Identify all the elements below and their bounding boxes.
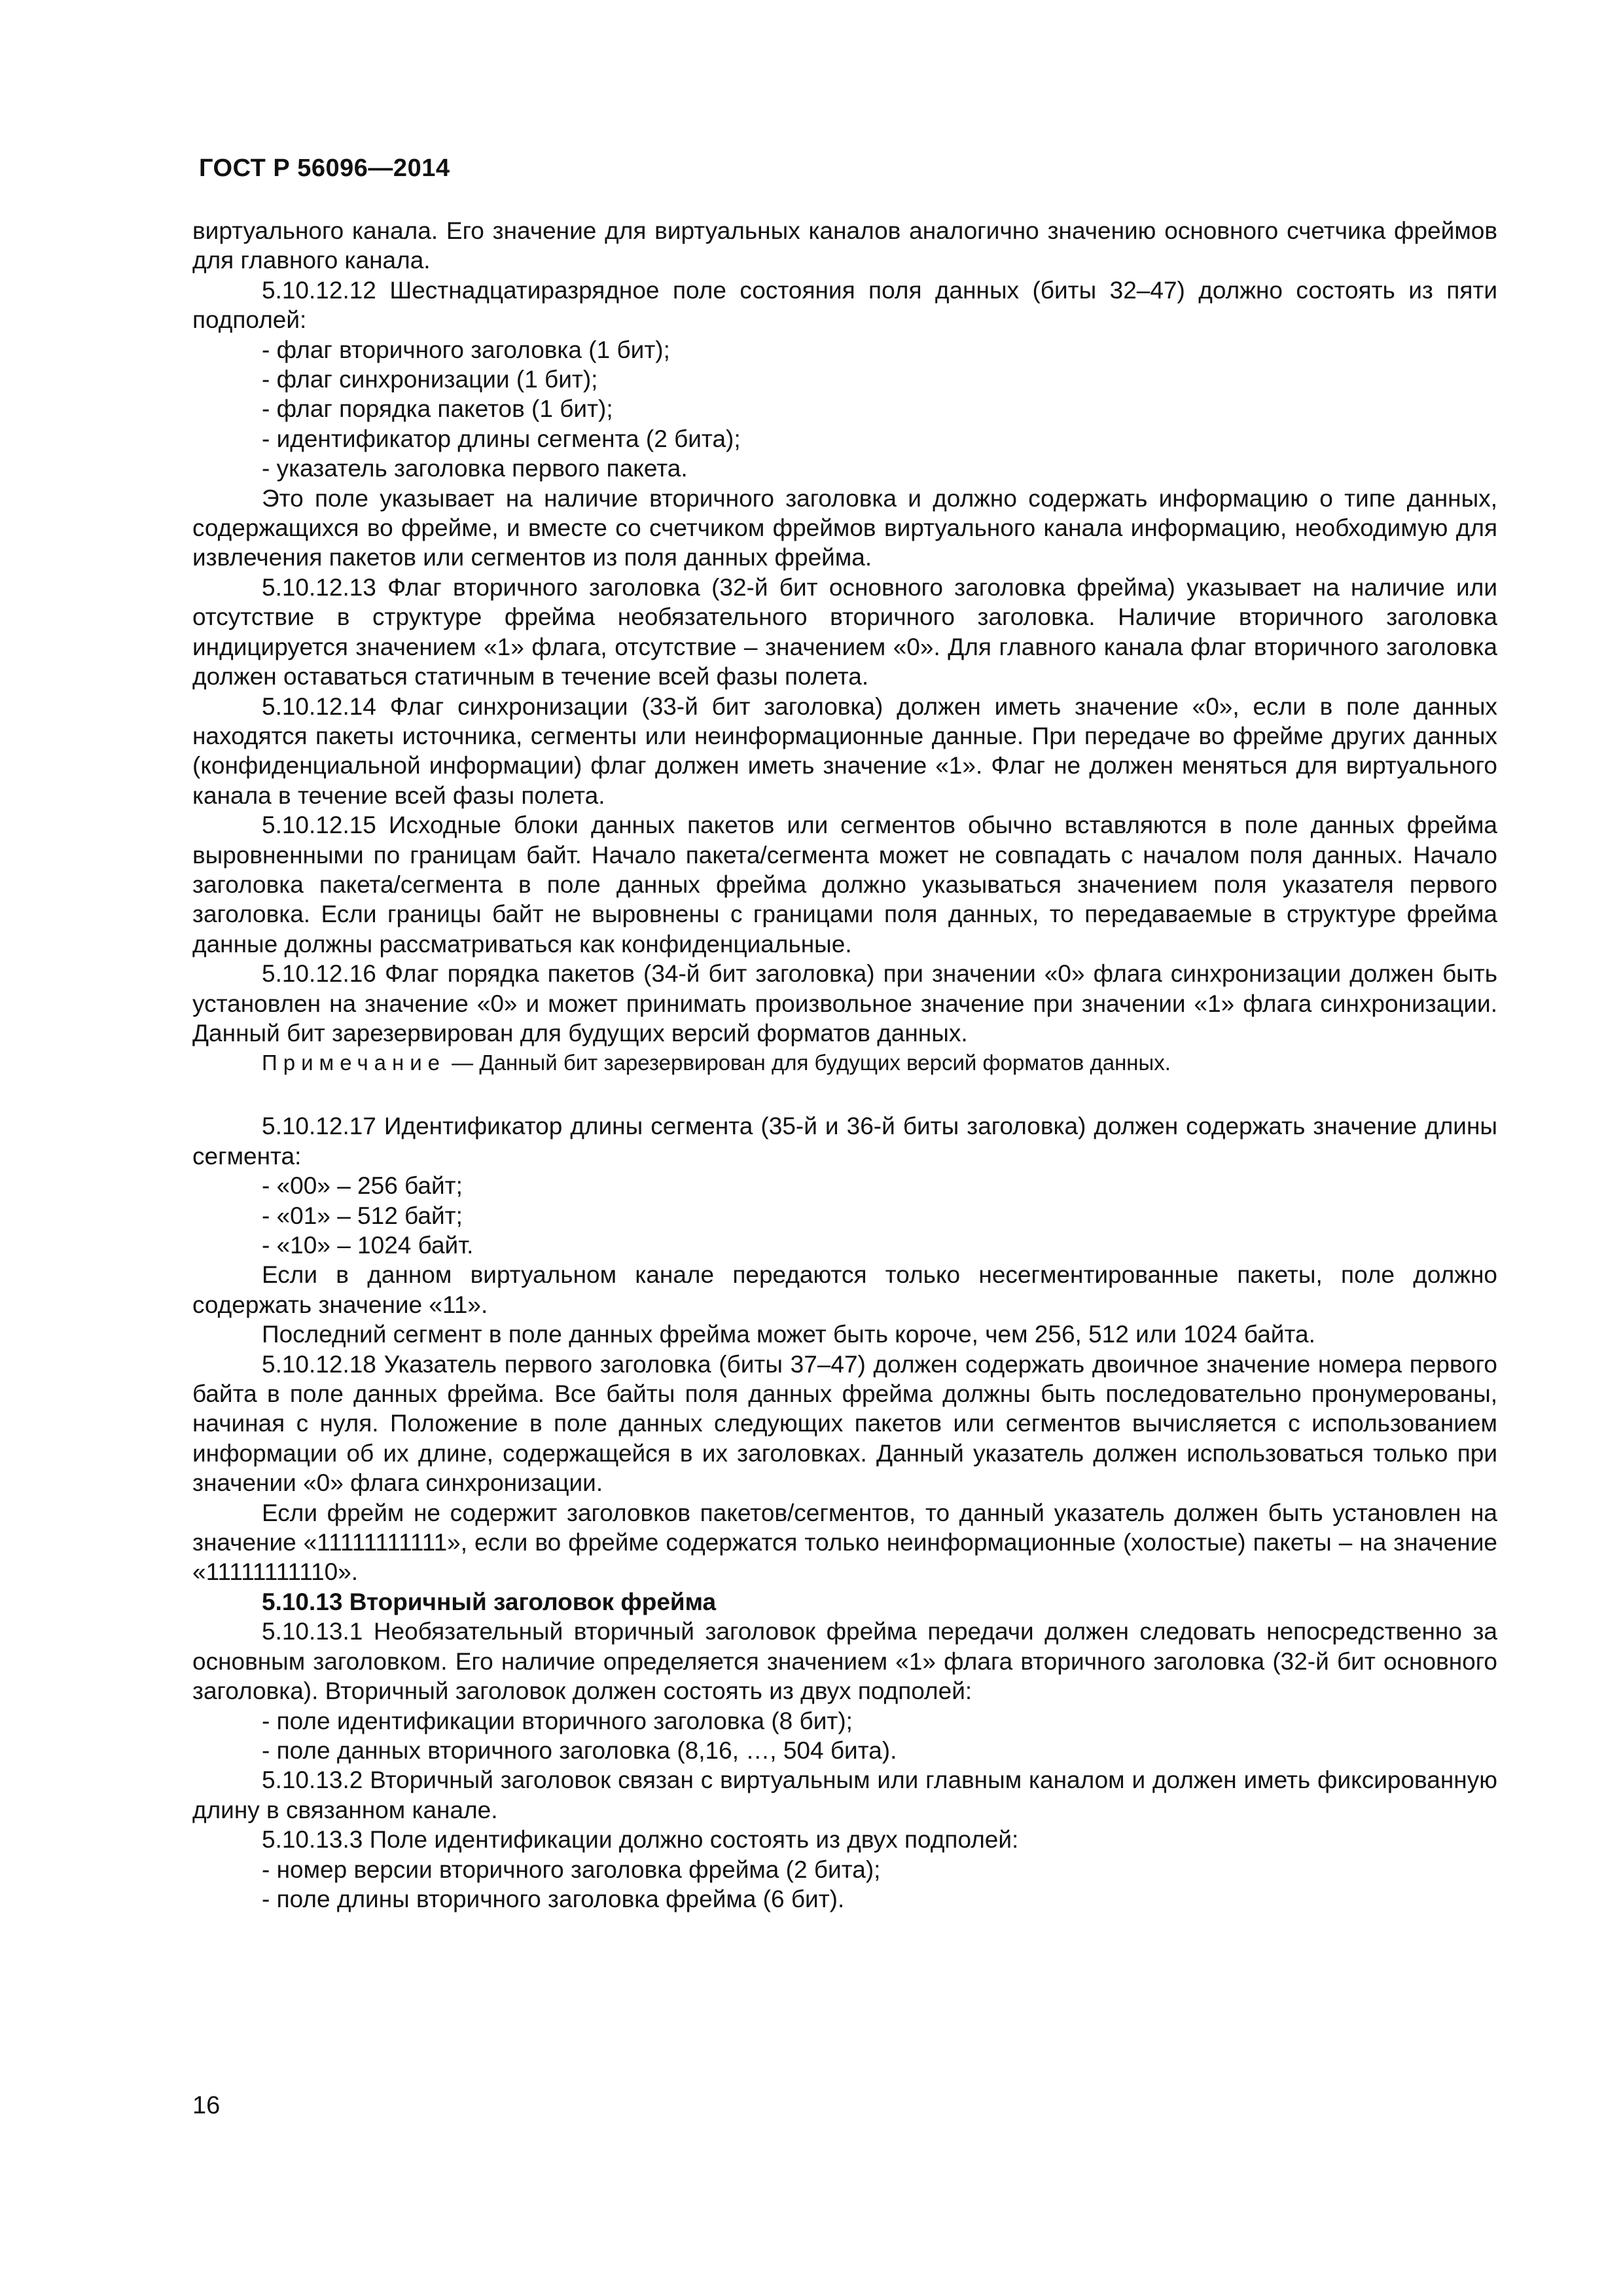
body-paragraph: 5.10.12.12 Шестнадцатиразрядное поле состояния поля данных (биты 32–47) должно состоять из пяти подполей: — [192, 276, 1497, 334]
body-paragraph: 5.10.12.18 Указатель первого заголовка (биты 37–47) должен содержать двоичное значение номера первого байта в поле данных фрейма. Все байты поля данных фрейма должны быть последовательно пронумерованы, начиная с нуля. Положение в поле данных следующих пакетов или сегментов вычисляется с использованием информации об их длине, содержащейся в их заголовках. Данный указатель должен использоваться только при значении «0» флага синхронизации. — [192, 1350, 1497, 1497]
list-item: - «00» – 256 байт; — [262, 1172, 463, 1200]
document-header: ГОСТ Р 56096—2014 — [199, 154, 450, 182]
list-item: - флаг порядка пакетов (1 бит); — [262, 395, 613, 423]
note-label: Примечание — [262, 1050, 446, 1075]
list-item: - поле данных вторичного заголовка (8,16, …, 504 бита). — [262, 1736, 897, 1764]
body-paragraph: 5.10.13.1 Необязательный вторичный заголовок фрейма передачи должен следовать непосредственно за основным заголовком. Его наличие определяется значением «1» флага вторичного заголовка (32-й бит основного заголовка). Вторичный заголовок должен состоять из двух подполей: — [192, 1618, 1497, 1705]
body-paragraph: Последний сегмент в поле данных фрейма может быть короче, чем 256, 512 или 1024 байта. — [262, 1321, 1315, 1348]
body-paragraph: Если в данном виртуальном канале передаются только несегментированные пакеты, поле должно содержать значение «11». — [192, 1261, 1497, 1318]
note-paragraph — [192, 1048, 1497, 1077]
list-item: - номер версии вторичного заголовка фрейма (2 бита); — [262, 1856, 881, 1883]
list-item: - «10» – 1024 байт. — [262, 1232, 474, 1259]
body-paragraph: виртуального канала. Его значение для виртуальных каналов аналогично значению основного счетчика фреймов для главного канала. — [192, 217, 1497, 274]
list-item: - флаг синхронизации (1 бит); — [262, 366, 598, 393]
body-paragraph: 5.10.12.13 Флаг вторичного заголовка (32-й бит основного заголовка фрейма) указывает на наличие или отсутствие в структуре фрейма необязательного вторичного заголовка. Наличие вторичного заголовка индицируется значением «1» флага, отсутствие – значением «0». Для главного канала флаг вторичного заголовка должен оставаться статичным в течение всей фазы полета. — [192, 573, 1497, 691]
list-item: - флаг вторичного заголовка (1 бит); — [262, 336, 670, 363]
body-paragraph: 5.10.13.3 Поле идентификации должно состоять из двух подполей: — [262, 1826, 1019, 1854]
page-number: 16 — [192, 2092, 221, 2119]
list-item: - идентификатор длины сегмента (2 бита); — [262, 425, 741, 452]
list-item: - «01» – 512 байт; — [262, 1202, 463, 1229]
body-paragraph: 5.10.12.16 Флаг порядка пакетов (34-й бит заголовка) при значении «0» флага синхронизации должен быть установлен на значение «0» и может принимать произвольное значение при значении «1» флага синхронизации. Данный бит зарезервирован для будущих версий форматов данных. — [192, 960, 1497, 1047]
body-paragraph: 5.10.12.14 Флаг синхронизации (33-й бит заголовка) должен иметь значение «0», если в поле данных находятся пакеты источника, сегменты или неинформационные данные. При передаче во фрейме других данных (конфиденциальной информации) флаг должен иметь значение «1». Флаг не должен меняться для виртуального канала в течение всей фазы полета. — [192, 692, 1497, 809]
section-heading: 5.10.13 Вторичный заголовок фрейма — [262, 1588, 717, 1615]
note-text: — Данный бит зарезервирован для будущих версий форматов данных. — [446, 1050, 1171, 1075]
list-item: - поле длины вторичного заголовка фрейма (6 бит). — [262, 1885, 845, 1912]
body-paragraph: 5.10.12.15 Исходные блоки данных пакетов или сегментов обычно вставляются в поле данных фрейма выровненными по границам байт. Начало пакета/сегмента может не совпадать с началом поля данных. Начало заголовка пакета/сегмента в поле данных фрейма должно указываться значением поля указателя первого заголовка. Если границы байт не выровнены с границами поля данных, то передаваемые в структуре фрейма данные должны рассматриваться как конфиденциальные. — [192, 812, 1497, 958]
list-item: - поле идентификации вторичного заголовка (8 бит); — [262, 1707, 853, 1734]
document-body — [192, 216, 1497, 1914]
body-paragraph: 5.10.13.2 Вторичный заголовок связан с виртуальным или главным каналом и должен иметь фиксированную длину в связанном канале. — [192, 1767, 1497, 1823]
body-paragraph: Это поле указывает на наличие вторичного заголовка и должно содержать информацию о типе данных, содержащихся во фрейме, и вместе со счетчиком фреймов виртуального канала информацию, необходимую для извлечения пакетов или сегментов из поля данных фрейма. — [192, 484, 1497, 571]
body-paragraph: 5.10.12.17 Идентификатор длины сегмента (35-й и 36-й биты заголовка) должен содержать значение длины сегмента: — [192, 1113, 1497, 1170]
body-paragraph: Если фрейм не содержит заголовков пакетов/сегментов, то данный указатель должен быть установлен на значение «11111111111», если во фрейме содержатся только неинформационные (холостые) пакеты – на значение «11111111110». — [192, 1499, 1497, 1586]
list-item: - указатель заголовка первого пакета. — [262, 455, 688, 482]
